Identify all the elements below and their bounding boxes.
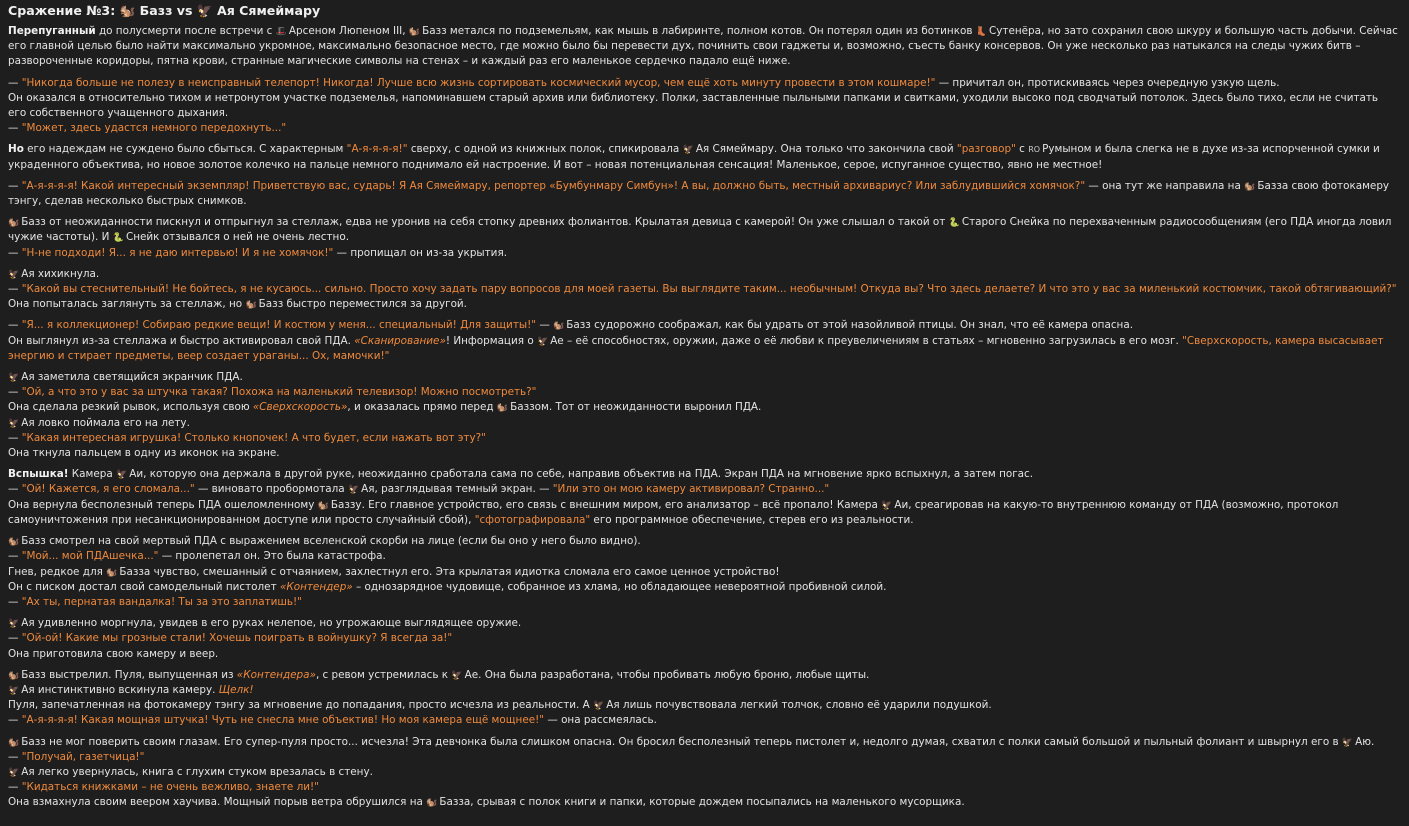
aya-character-icon: 🦅 [116, 470, 128, 481]
text-segment: — [8, 781, 22, 794]
buzz-character-icon: 🐿️ [8, 218, 20, 229]
story-line [8, 765, 1399, 780]
aya-character-icon: 🦅 [8, 619, 20, 630]
text-segment: до полусмерти после встречи с [95, 25, 276, 37]
story-line [8, 795, 1399, 810]
buzz-character-icon: 🐿️ [496, 403, 509, 414]
text-segment: , и оказалась прямо перед [347, 401, 497, 414]
text-segment: — [8, 750, 22, 763]
lupin-character-icon: 🎩 [275, 27, 287, 37]
text-segment: — пропищал он из-за укрытия. [333, 246, 507, 259]
text-segment: — [8, 122, 22, 135]
text-segment: — она тут же направила на [1085, 179, 1245, 192]
story-line [8, 24, 1399, 70]
text-segment: Ая легко увернулась, книга с глухим стуком врезалась в стену. [21, 765, 373, 778]
buzz-character-icon: 🐿️ [106, 567, 118, 578]
bold-lead-word: Вспышка! [8, 468, 69, 481]
dialogue-quote: "Сверхскорость, камера высасывает энергию и стирает предметы, веер создает ураганы... Ох, мамочки!" [8, 334, 1384, 362]
text-segment: Ая заметила светящийся экранчик ПДА. [21, 371, 243, 384]
text-segment: Она взмахнула своим веером хаучива. Мощный порыв ветра обрушился на [8, 796, 427, 809]
story-line [8, 91, 1399, 121]
text-segment: — причитал он, протискиваясь через очередную узкую щель. [935, 76, 1280, 89]
story-paragraph [8, 668, 1399, 729]
text-segment: Арсеном Люпеном III, [288, 25, 409, 37]
text-segment: — [8, 632, 22, 645]
text-segment: ! Информация о [445, 334, 537, 347]
buzz-character-icon: 🐿️ [408, 27, 421, 37]
story-line [8, 334, 1399, 364]
text-segment: Базз судорожно соображал, как бы удрать от этой назойливой птицы. Он знал, что её камера опасна. [566, 319, 1134, 332]
aya-character-icon: 🦅 [8, 418, 20, 429]
text-segment: его программное обеспечение, стерев его из реальности. [590, 513, 914, 526]
story-paragraph [8, 534, 1399, 610]
story-line [8, 76, 1399, 91]
text-segment: Базз метался по подземельям, как мышь в лабиринте, полном котов. Он потерял один из ботинков [422, 25, 976, 37]
text-segment: — она рассмеялась. [544, 714, 657, 727]
dialogue-quote: "разговор" [956, 143, 1016, 156]
story-line [8, 416, 1399, 431]
boot-icon: 👢 [975, 27, 988, 37]
text-segment: — [8, 319, 22, 332]
story-line [8, 595, 1399, 610]
text-segment: Ая Сямеймару. Она только что закончила свой [695, 143, 957, 156]
story-line [8, 580, 1399, 595]
story-paragraph [8, 467, 1399, 528]
story-line [8, 616, 1399, 631]
text-segment: — [536, 319, 554, 332]
emphasis-term: «Контендера» [236, 668, 316, 681]
story-paragraph [8, 142, 1399, 172]
story-paragraph [8, 370, 1399, 461]
text-segment: Баззу. Его главное устройство, его связь с внешним миром, его анализатор – всё пропало! Камера [330, 498, 882, 511]
story-line [8, 683, 1399, 698]
dialogue-quote: "Может, здесь удастся немного передохнуть..." [21, 122, 287, 135]
dialogue-quote: "А-я-я-я-я! Какая мощная штучка! Чуть не снесла мне объектив! Но моя камера ещё мощнее!" [21, 714, 545, 727]
text-segment: — [8, 76, 22, 89]
text-segment: Базза свою фотокамеру тэнгу, сделав несколько быстрых снимков. [8, 179, 1390, 208]
aya-character-icon: 🦅 [8, 373, 20, 384]
text-segment: Ае. Она была разработана, чтобы пробивать любую броню, любые щиты. [464, 668, 870, 681]
aya-character-icon: 🦅 [593, 701, 605, 712]
text-segment: его надеждам не суждено было сбыться. С характерным [23, 143, 347, 156]
story-line [8, 750, 1399, 765]
text-segment: — [8, 283, 22, 296]
text-segment: — [8, 386, 22, 399]
aya-character-icon: 🦅 [8, 269, 20, 280]
text-segment: Снейк отзывался о ней не очень лестно. [125, 231, 350, 244]
dialogue-quote: "Н-не подходи! Я... я не даю интервью! И я не хомячок!" [21, 246, 334, 259]
story-line [8, 713, 1399, 728]
story-paragraph [8, 76, 1399, 137]
story-line [8, 534, 1399, 549]
text-segment: — [8, 179, 22, 192]
text-segment: с [1015, 143, 1029, 156]
text-segment: Базз быстро переместился за другой. [258, 298, 467, 311]
text-segment: Ая удивленно моргнула, увидев в его руках нелепое, но угрожающе выглядящее оружие. [21, 617, 522, 630]
buzz-character-icon: 🐿️ [8, 537, 20, 548]
dialogue-quote: "Ой! Кажется, я его сломала..." [21, 483, 195, 496]
text-segment: Он с писком достал свой самодельный пистолет [8, 580, 280, 593]
aya-character-icon: 🦅 [347, 485, 360, 496]
text-segment: Базза, срывая с полок книги и папки, которые дождем посыпались на маленького мусорщика. [439, 796, 965, 809]
dialogue-quote: "Ой-ой! Какие мы грозные стали! Хочешь поиграть в войнушку? Я всегда за!" [21, 632, 453, 645]
text-segment: Гнев, редкое для [8, 565, 107, 578]
text-segment: Ая ловко поймала его на лету. [21, 416, 190, 429]
text-segment: Баззом. Тот от неожиданности выронил ПДА. [510, 401, 762, 414]
text-segment: Ая инстинктивно вскинула камеру. [21, 683, 219, 696]
story-line [8, 698, 1399, 713]
dialogue-quote: "А-я-я-я-я!" [346, 143, 408, 156]
story-line [8, 446, 1399, 461]
text-segment: Старого Снейка по перехваченным радиосообщениям (его ПДА иногда ловил чужие частоты). И [8, 216, 1392, 244]
text-segment: — [8, 431, 22, 444]
text-segment: сверху, с одной из книжных полок, спикировала [407, 143, 683, 156]
story-paragraph [8, 179, 1399, 209]
emphasis-term: Щелк! [218, 683, 254, 696]
text-segment: Камера [68, 468, 117, 481]
buzz-character-icon: 🐿️ [8, 737, 20, 748]
text-segment: Ая хихикнула. [21, 267, 100, 280]
story-line [8, 400, 1399, 415]
aya-character-icon: 🦅 [1341, 737, 1354, 748]
text-segment: Аю. [1355, 735, 1375, 748]
dialogue-quote: "Какой вы стеснительный! Не бойтесь, я не кусаюсь... сильно. Просто хочу задать пару вопросов для моей газеты. Вы выглядите таким... необычным! Откуда вы? Что здесь делаете? И что это у вас за миленький костюмчик, такой обтягивающий?" [21, 283, 1397, 296]
story-line [8, 498, 1399, 528]
story-line [8, 142, 1399, 172]
story-line [8, 282, 1399, 297]
text-segment: — [8, 246, 22, 259]
text-segment: Сутенёра, но зато сохранил свою шкуру и большую часть добычи. Сейчас его главной целью было найти максимально укромное, максимально безопасное место, где можно было бы перевести дух, починить свои гаджеты и, возможно, съесть банку консервов. Он уже несколько раз натыкался на следы чужих битв – развороченные коридоры, пятна крови, странные магические символы на стенах – и каждый раз его маленькое сердечко падало ещё ниже. [8, 25, 1398, 68]
story-line [8, 370, 1399, 385]
buzz-character-icon: 🐿️ [426, 798, 438, 809]
text-segment: Он выглянул из-за стеллажа и быстро активировал свой ПДА. [8, 334, 355, 347]
emphasis-term: «Сверхскорость» [252, 401, 348, 414]
text-segment: — [8, 483, 22, 496]
dialogue-quote: "сфотографировала" [474, 513, 591, 526]
aya-character-icon: 🦅 [451, 670, 463, 681]
text-segment: Румыном и была слегка не в духе из-за испорченной сумки и украденного объектива, но новое золотое колечко на пальце немного поднимало ей настроение. И вот – новая потенциальная сенсация! Маленькое, серое, испуганное существо, явно не местное! [8, 143, 1380, 171]
aya-character-icon: 🦅 [8, 685, 20, 696]
dialogue-quote: "Ах ты, пернатая вандалка! Ты за это заплатишь!" [21, 595, 302, 608]
aya-character-icon: 🦅 [682, 145, 694, 156]
text-segment: Базза чувство, смешанный с отчаянием, захлестнул его. Эта крылатая идиотка сломала его самое ценное устройство! [119, 565, 780, 578]
story-paragraph [8, 267, 1399, 313]
text-segment: Она вернула бесполезный теперь ПДА ошеломленному [8, 498, 318, 511]
dialogue-quote: "Никогда больше не полезу в неисправный телепорт! Никогда! Лучше всю жизнь сортировать космический мусор, чем ещё хоть минуту провести в этом кошмаре!" [21, 76, 936, 89]
buzz-character-icon: 🐿️ [245, 300, 257, 311]
text-segment: Пуля, запечатленная на фотокамеру тэнгу за мгновение до попадания, просто исчезла из реальности. А [8, 699, 594, 712]
story-line [8, 647, 1399, 662]
text-segment: Аи, среагировав на какую-то внутреннюю команду от ПДА (возможно, протокол самоуничтожения при несанкционированном доступе или просто случайный сбой), [8, 498, 1339, 526]
story-line [8, 246, 1399, 261]
story-line [8, 780, 1399, 795]
story-line [8, 549, 1399, 564]
aya-character-icon: 🦅 [8, 767, 20, 778]
dialogue-quote: "А-я-я-я-я! Какой интересный экземпляр! Приветствую вас, сударь! Я Ая Сямеймару, репортер «Бумбунмару Симбун»! А вы, должно быть, местный архивариус? Или заблудившийся хомячок?" [21, 179, 1086, 192]
story-paragraph [8, 616, 1399, 662]
text-segment: — виновато пробормотала [194, 483, 348, 496]
story-line [8, 467, 1399, 482]
story-line [8, 565, 1399, 580]
text-segment: Ае – её способностях, оружии, даже о её любви к преувеличениям в статьях – мгновенно загрузилась в его мозг. [550, 334, 1183, 347]
dialogue-quote: "Получай, газетчица!" [21, 750, 145, 763]
text-segment: Он оказался в относительно тихом и нетронутом участке подземелья, напоминавшем старый архив или библиотеку. Полки, заставленные пыльными папками и свитками, уходили высоко под сводчатый потолок. Здесь было тихо, если не считать его собственного учащенного дыхания. [8, 91, 1379, 120]
dialogue-quote: "Мой... мой ПДАшечка..." [21, 550, 159, 563]
aya-character-icon: 🦅 [881, 500, 893, 511]
buzz-character-icon: 🐿️ [553, 321, 565, 332]
story-line [8, 297, 1399, 312]
text-segment: Ая, разглядывая темный экран. — [361, 483, 553, 496]
text-segment: Ая лишь почувствовала легкий толчок, словно её ударили подушкой. [606, 699, 992, 712]
text-segment: Базз смотрел на свой мертвый ПДА с выражением вселенской скорби на лице (если бы оно у него было видно). [21, 535, 641, 548]
snake-character-icon: 🐍 [112, 233, 124, 244]
story-line [8, 631, 1399, 646]
text-segment: – однозарядное чудовище, собранное из хлама, но обладающее невероятной пробивной силой. [352, 580, 887, 593]
story-line [8, 668, 1399, 683]
aya-character-icon: 🦅 [536, 336, 549, 347]
bold-lead-word: Но [8, 143, 24, 156]
text-segment: — пролепетал он. Это была катастрофа. [158, 550, 386, 563]
page-title: Сражение №3: 🐿️ Базз vs 🦅 Ая Сямеймару [8, 3, 321, 18]
text-segment: — [8, 714, 22, 727]
buzz-character-icon: 🐿️ [1244, 181, 1256, 192]
text-segment: — [8, 550, 22, 563]
text-segment: Она сделала резкий рывок, используя свою [8, 401, 253, 414]
buzz-character-icon: 🐿️ [8, 670, 20, 681]
story-line [8, 215, 1399, 245]
dialogue-quote: "Какая интересная игрушка! Столько кнопочек! А что будет, если нажать вот эту?" [21, 431, 486, 444]
story-paragraph [8, 318, 1399, 364]
story-body [8, 24, 1399, 811]
buzz-character-icon: 🐿️ [317, 500, 329, 511]
story-paragraph [8, 215, 1399, 261]
text-segment: Базз не мог поверить своим глазам. Его супер-пуля просто... исчезла! Эта девчонка была слишком опасна. Он бросил бесполезный теперь пистолет и, недолго думая, схватил с полки самый большой и пыльный фолиант и швырнул его в [21, 735, 1342, 748]
text-segment: — [8, 595, 22, 608]
emphasis-term: «Контендер» [279, 580, 353, 593]
story-line [8, 267, 1399, 282]
text-segment: , с ревом устремилась к [315, 668, 452, 681]
text-segment: Базз от неожиданности пискнул и отпрыгнул за стеллаж, едва не уронив на себя стопку древних фолиантов. Крылатая девица с камерой! Он уже слышал о такой от [21, 216, 949, 229]
story-line [8, 121, 1399, 136]
story-line [8, 482, 1399, 497]
story-line [8, 318, 1399, 333]
text-segment: Она ткнула пальцем в одну из иконок на экране. [8, 447, 280, 460]
dialogue-quote: "Ой, а что это у вас за штучка такая? Похожа на маленький телевизор! Можно посмотреть?" [21, 386, 537, 399]
text-segment: Она попыталась заглянуть за стеллаж, но [8, 298, 246, 311]
snake-character-icon: 🐍 [948, 218, 960, 229]
story-line [8, 385, 1399, 400]
story-line [8, 179, 1399, 209]
text-segment: Базз выстрелил. Пуля, выпущенная из [21, 668, 237, 681]
dialogue-quote: "Я... я коллекционер! Собираю редкие вещи! И костюм у меня... специальный! Для защиты!" [21, 319, 537, 332]
bold-lead-word: Перепуганный [8, 25, 96, 37]
dialogue-quote: "Кидаться книжками – не очень вежливо, знаете ли!" [21, 781, 319, 794]
story-paragraph [8, 24, 1399, 70]
text-segment: Аи, которую она держала в другой руке, неожиданно сработала сама по себе, направив объектив на ПДА. Экран ПДА на мгновение ярко вспыхнул, а затем погас. [129, 468, 1034, 481]
story-line [8, 735, 1399, 750]
text-segment: Она приготовила свою камеру и веер. [8, 647, 219, 660]
romania-flag-icon: RO [1028, 145, 1041, 155]
story-paragraph [8, 735, 1399, 811]
dialogue-quote: "Или это он мою камеру активировал? Странно..." [552, 483, 830, 496]
emphasis-term: «Сканирование» [354, 334, 446, 347]
story-line [8, 431, 1399, 446]
